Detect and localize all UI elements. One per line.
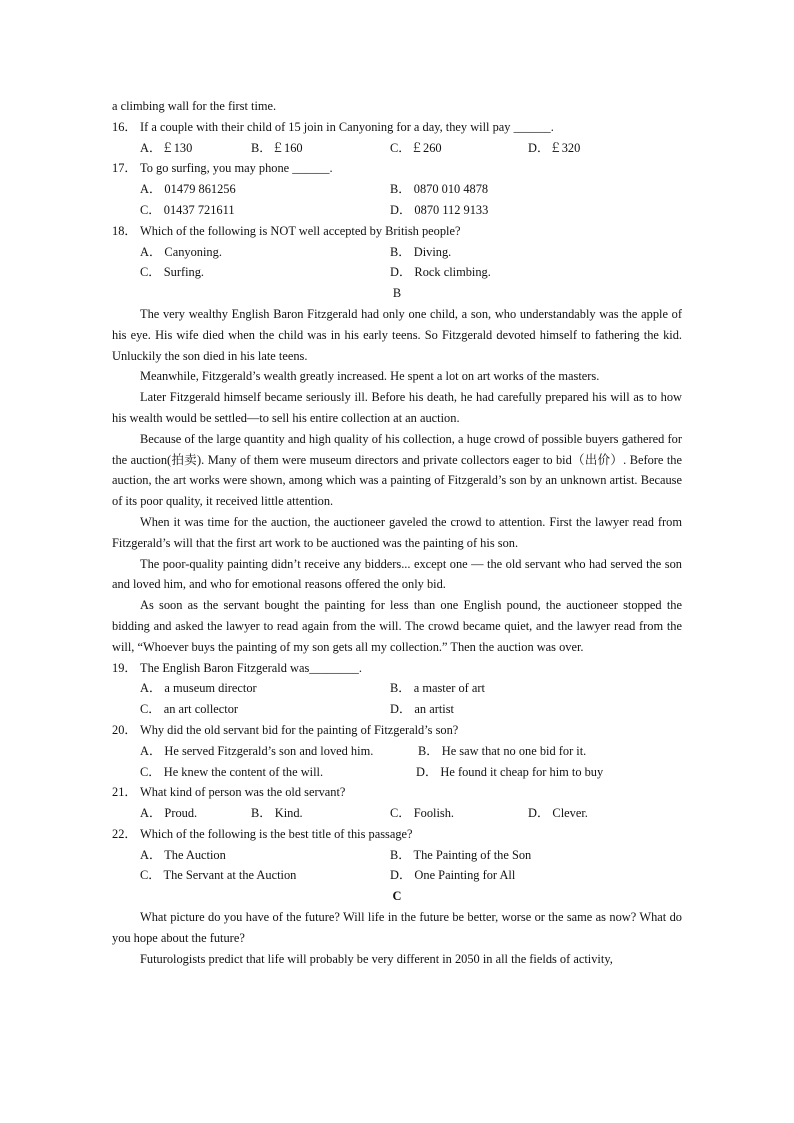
passage-c-paragraph-1: What picture do you have of the future? Will life in the future be better, worse or the same as now? What do you hope about the future? [112,910,682,945]
option-d: D． 0870 112 9133 [390,202,489,217]
question-number: 18． [112,223,137,238]
options-16 [112,138,682,159]
options-20-row1 [112,741,682,762]
option-b: B． He saw that no one bid for it. [418,743,587,758]
question-17 [112,158,682,179]
options-18-row1 [112,242,682,263]
question-20 [112,720,682,741]
options-20-row2 [112,762,682,783]
option-a: A． 01479 861256 [140,182,236,197]
section-heading-b: B [392,286,402,301]
options-19-row2 [112,699,682,720]
option-d: D． He found it cheap for him to buy [416,764,604,779]
question-text: If a couple with their child of 15 join in Canyoning for a day, they will pay ______. [140,119,554,134]
passage-b-paragraph-5: When it was time for the auction, the auctioneer gaveled the crowd to attention. First the lawyer read from Fitzgerald’s will that the first art work to be auctioned was the painting of his son. [112,514,682,550]
question-number: 22． [112,826,137,841]
option-d: D． Clever. [528,806,588,821]
option-b: B．￡160 [251,140,303,155]
question-text: What kind of person was the old servant? [140,785,346,800]
question-18 [112,221,682,242]
option-a: A． Proud. [140,806,198,821]
document-page [112,96,682,969]
question-text: Which of the following is NOT well accepted by British people? [140,223,461,238]
option-d: D． an artist [390,702,455,717]
option-a: A．￡130 [140,140,193,155]
question-21 [112,782,682,803]
option-a: A． He served Fitzgerald’s son and loved him. [140,743,374,758]
question-number: 17． [112,161,137,176]
option-c: C． The Servant at the Auction [140,868,297,883]
passage-b-paragraph-1: The very wealthy English Baron Fitzgerald had only one child, a son, who understandably was the apple of his eye. His wife died when the child was in his early teens. So Fitzgerald devoted himself to fathering the kid. Unluckily the son died in his late teens. [112,306,682,363]
option-b: B． The Painting of the Son [390,847,532,862]
passage-b-paragraph-2: Meanwhile, Fitzgerald’s wealth greatly increased. He spent a lot on art works of the masters. [140,369,600,384]
question-text: Which of the following is the best title of this passage? [140,826,413,841]
option-b: B． 0870 010 4878 [390,182,489,197]
options-21 [112,803,682,824]
intro-tail: a climbing wall for the first time. [112,99,277,113]
option-c: C． 01437 721611 [140,202,235,217]
option-c: C．￡260 [390,140,442,155]
passage-c-paragraph-2: Futurologists predict that life will probably be very different in 2050 in all the fields of activity, [140,951,613,966]
passage-b-paragraph-4: Because of the large quantity and high quality of his collection, a huge crowd of possible buyers gathered for the auction(拍卖). Many of them were museum directors and private collectors eager to bid（出价）. Before the auction, the art works were shown, among which was a painting of Fitzgerald’s son by an unknown artist. Because of its poor quality, it received little attention. [112,431,682,509]
options-22-row2 [112,865,682,886]
option-b: B． a master of art [390,681,485,696]
option-c: C． Surfing. [140,265,205,280]
option-d: D．￡320 [528,140,581,155]
option-d: D． One Painting for All [390,868,516,883]
question-number: 21． [112,785,137,800]
question-number: 19． [112,660,137,675]
question-22 [112,824,682,845]
question-19 [112,658,682,679]
option-c: C． Foolish. [390,806,455,821]
options-18-row2 [112,262,682,283]
options-19-row1 [112,678,682,699]
option-a: A． Canyoning. [140,244,222,259]
option-a: A． The Auction [140,847,226,862]
option-c: C． He knew the content of the will. [140,764,324,779]
option-b: B． Diving. [390,244,452,259]
options-17-row2 [112,200,682,221]
options-17-row1 [112,179,682,200]
question-text: To go surfing, you may phone ______. [140,161,333,176]
question-number: 20． [112,722,137,737]
option-c: C． an art collector [140,702,239,717]
question-text: The English Baron Fitzgerald was________. [140,660,362,675]
question-16 [112,117,682,138]
question-number: 16． [112,119,137,134]
options-22-row1 [112,845,682,866]
option-d: D． Rock climbing. [390,265,491,280]
option-a: A． a museum director [140,681,257,696]
section-heading-c: C [392,889,402,904]
option-b: B． Kind. [251,806,303,821]
passage-b-paragraph-3: Later Fitzgerald himself became seriously ill. Before his death, he had carefully prepared his will as to how his wealth would be settled—to sell his entire collection at an auction. [112,390,682,425]
question-text: Why did the old servant bid for the painting of Fitzgerald’s son? [140,722,459,737]
passage-b-paragraph-7: As soon as the servant bought the painting for less than one English pound, the auctioneer stopped the bidding and asked the lawyer to read again from the will. The crowd became quiet, and the lawyer read from the will, “Whoever buys the painting of my son gets all my collection.” Then the auction was over. [112,598,682,654]
passage-b-paragraph-6: The poor-quality painting didn’t receive any bidders... except one — the old servant who had served the son and loved him, and who for emotional reasons offered the only bid. [112,556,682,592]
